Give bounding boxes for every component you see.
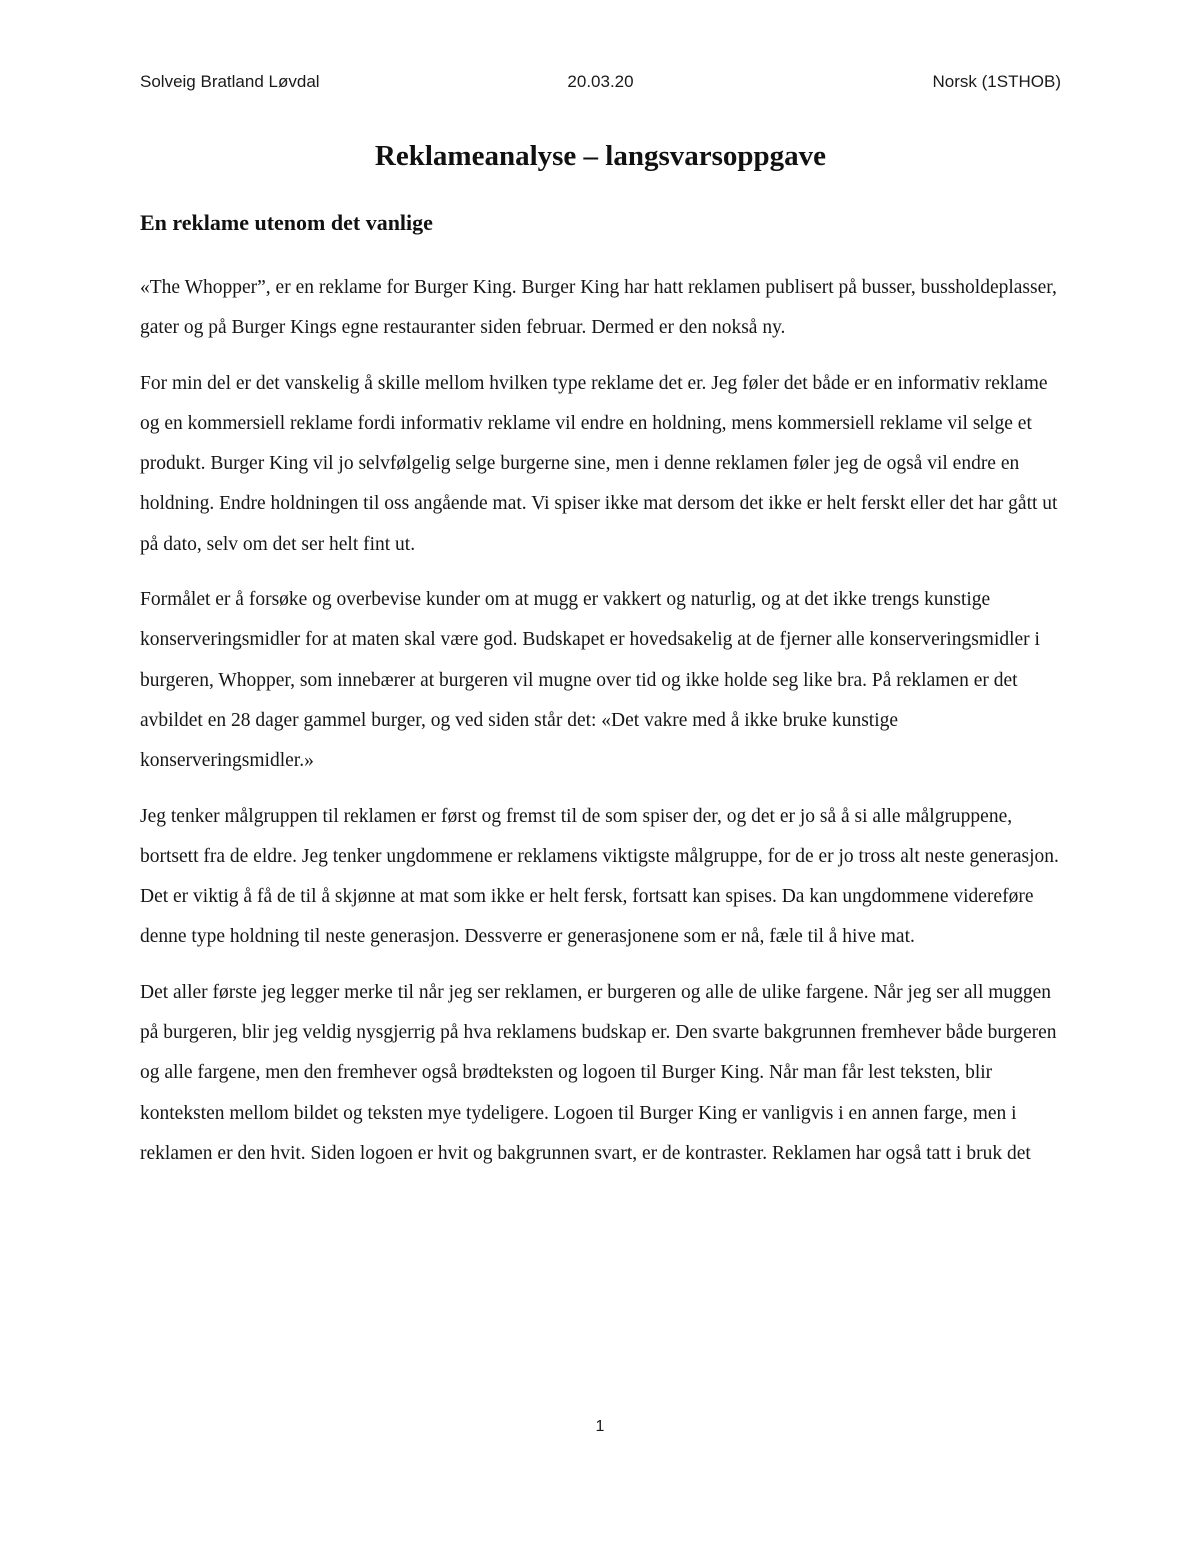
document-body [140, 268, 1061, 1189]
paragraph-4: Jeg tenker målgruppen til reklamen er først og fremst til de som spiser der, og det er jo så å si alle målgruppene, bortsett fra de eldre. Jeg tenker ungdommene er reklamens viktigste målgruppe, for de er jo tross alt neste generasjon. Det er viktig å få de til å skjønne at mat som ikke er helt fersk, fortsatt kan spises. Da kan ungdommene videreføre denne type holdning til neste generasjon. Dessverre er generasjonene som er nå, fæle til å hive mat. [140, 805, 1059, 948]
page-number: 1 [595, 1418, 605, 1435]
header-course: Norsk (1STHOB) [932, 72, 1061, 91]
header-author: Solveig Bratland Løvdal [140, 72, 320, 91]
paragraph-3: Formålet er å forsøke og overbevise kunder om at mugg er vakkert og naturlig, og at det ikke trengs kunstige konserveringsmidler for at maten skal være god. Budskapet er hovedsakelig at de fjerner alle konserveringsmidler i burgeren, Whopper, som innebærer at burgeren vil mugne over tid og ikke holde seg like bra. På reklamen er det avbildet en 28 dager gammel burger, og ved siden står det: «Det vakre med å ikke bruke kunstige konserveringsmidler.» [140, 589, 1040, 772]
section-heading: En reklame utenom det vanlige [140, 210, 433, 235]
document-title: Reklameanalyse – langsvarsoppgave [374, 140, 827, 172]
paragraph-2: For min del er det vanskelig å skille mellom hvilken type reklame det er. Jeg føler det både er en informativ reklame og en kommersiell reklame fordi informativ reklame vil endre en holdning, mens kommersiell reklame vil selge et produkt. Burger King vil jo selvfølgelig selge burgerne sine, men i denne reklamen føler jeg de også vil endre en holdning. Endre holdningen til oss angående mat. Vi spiser ikke mat dersom det ikke er helt ferskt eller det har gått ut på dato, selv om det ser helt fint ut. [140, 372, 1058, 555]
paragraph-5: Det aller første jeg legger merke til når jeg ser reklamen, er burgeren og alle de ulike fargene. Når jeg ser all muggen på burgeren, blir jeg veldig nysgjerrig på hva reklamens budskap er. Den svarte bakgrunnen fremhever både burgeren og alle fargene, men den fremhever også brødteksten og logoen til Burger King. Når man får lest teksten, blir konteksten mellom bildet og teksten mye tydeligere. Logoen til Burger King er vanligvis i en annen farge, men i reklamen er den hvit. Siden logoen er hvit og bakgrunnen svart, er de kontraster. Reklamen har også tatt i bruk det [140, 981, 1057, 1164]
paragraph-1: «The Whopper”, er en reklame for Burger King. Burger King har hatt reklamen publisert på busser, bussholdeplasser, gater og på Burger Kings egne restauranter siden februar. Dermed er den nokså ny. [140, 277, 1057, 339]
page-header [140, 72, 1061, 100]
header-date: 20.03.20 [567, 72, 634, 91]
